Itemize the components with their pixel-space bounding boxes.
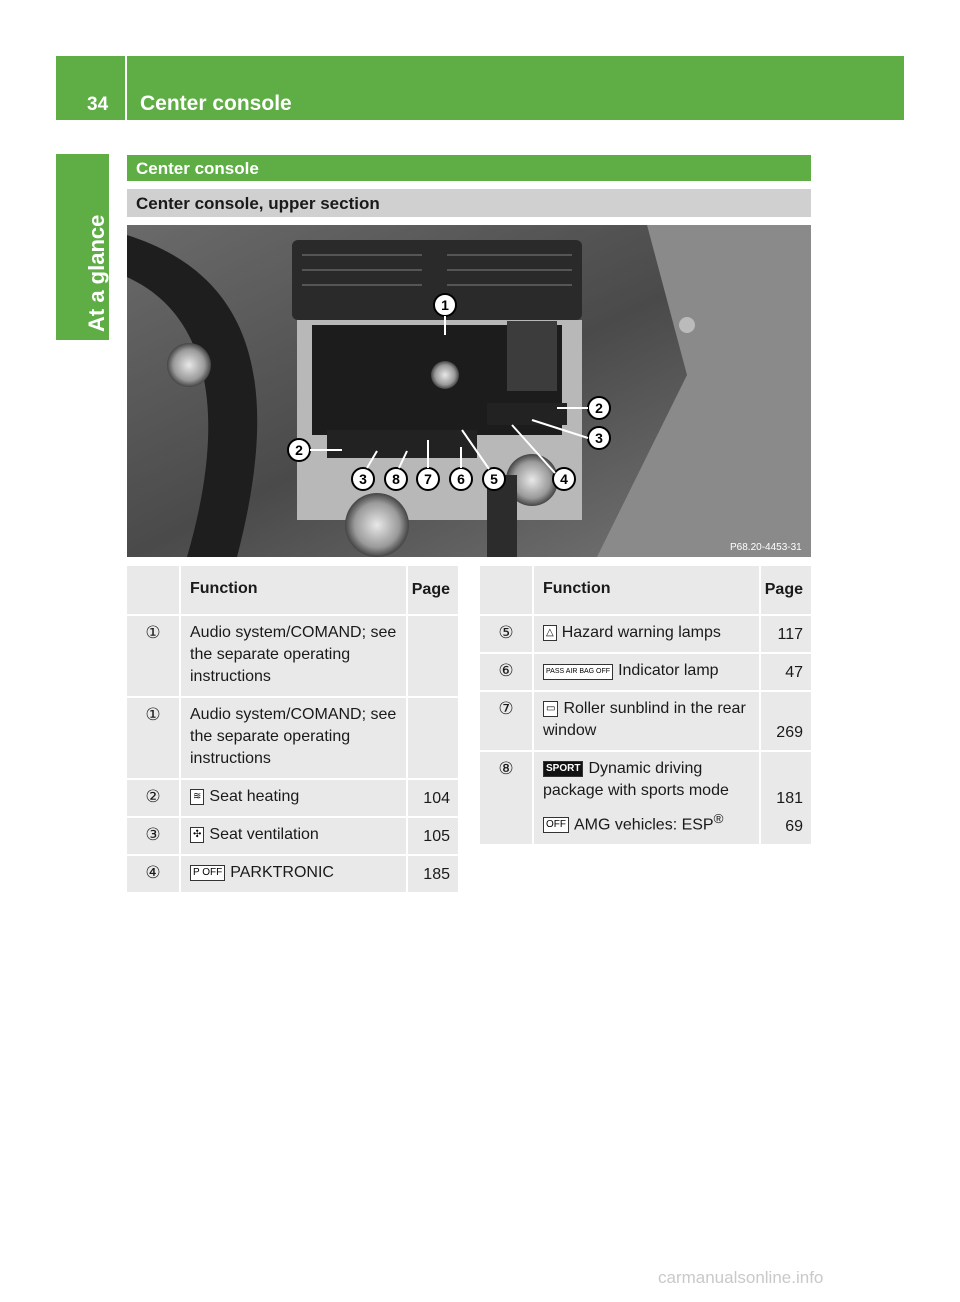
- seat-ventilation-icon: ✣: [190, 827, 204, 843]
- row-function: Audio system/COMAND; see the separate operating instructions: [179, 698, 408, 778]
- row-page: 47: [761, 654, 811, 690]
- table-row: [127, 818, 458, 854]
- svg-text:6: 6: [457, 471, 465, 487]
- table-row: [127, 616, 458, 696]
- glovebox-lock: [679, 317, 695, 333]
- section-heading: [127, 155, 811, 181]
- svg-text:8: 8: [392, 471, 400, 487]
- page-number: 34: [87, 94, 109, 115]
- row-function-text: Seat heating: [209, 788, 300, 805]
- row-function: [532, 616, 761, 652]
- figure-id: P68.20-4453-31: [730, 542, 802, 553]
- row-number: ③: [127, 818, 179, 854]
- table-row: [480, 692, 811, 750]
- page-title: Center console: [140, 92, 292, 115]
- row-page: 269: [761, 692, 811, 750]
- row-function: [179, 856, 408, 892]
- table-row: [127, 856, 458, 892]
- row-function: [532, 752, 761, 844]
- esp-off-icon: OFF: [543, 817, 569, 833]
- left-climate-knob: [345, 493, 409, 557]
- center-console-photo: [127, 225, 811, 557]
- seat-heating-icon: ≋: [190, 789, 204, 805]
- row-page: 104: [408, 780, 458, 816]
- row-number: ⑧: [480, 752, 532, 844]
- right-switch-row: [487, 403, 567, 425]
- row-page: [408, 698, 458, 778]
- keypad: [507, 321, 557, 391]
- row-function: [179, 818, 408, 854]
- row-sub-line: [543, 808, 751, 836]
- header-num: [127, 566, 179, 614]
- header-function: Function: [532, 566, 761, 614]
- function-table-right: [480, 564, 811, 846]
- table-header-row: [127, 566, 458, 614]
- row-function-text: PARKTRONIC: [230, 864, 334, 881]
- hazard-icon: △: [543, 625, 557, 641]
- row-function-text: Seat ventilation: [209, 826, 319, 843]
- table-row: [127, 780, 458, 816]
- header-num: [480, 566, 532, 614]
- row-number: ⑥: [480, 654, 532, 690]
- row-main-line: [543, 758, 751, 802]
- table-row: [127, 698, 458, 778]
- ignition-ring: [167, 343, 211, 387]
- lower-switch-row: [327, 430, 477, 458]
- row-page-sub: 69: [785, 818, 803, 836]
- sunblind-icon: ▭: [543, 701, 558, 717]
- row-function-text: Indicator lamp: [618, 662, 719, 679]
- registered-mark: ®: [713, 811, 724, 826]
- svg-text:7: 7: [424, 471, 432, 487]
- watermark: carmanualsonline.info: [658, 1268, 824, 1287]
- row-number: ⑦: [480, 692, 532, 750]
- header-page: Page: [761, 566, 811, 614]
- row-number: ⑤: [480, 616, 532, 652]
- svg-text:4: 4: [560, 471, 568, 487]
- subsection-heading: [127, 189, 811, 217]
- row-number: ④: [127, 856, 179, 892]
- svg-text:2: 2: [595, 400, 603, 416]
- airbag-icon: PASS AIR BAG OFF: [543, 664, 613, 680]
- parktronic-icon: P OFF: [190, 865, 225, 881]
- row-function-text: Roller sunblind in the rear window: [543, 700, 746, 739]
- row-function: [179, 780, 408, 816]
- row-function: [532, 654, 761, 690]
- svg-text:5: 5: [490, 471, 498, 487]
- row-page: [408, 616, 458, 696]
- row-page: 117: [761, 616, 811, 652]
- side-tab-label: At a glance: [84, 214, 109, 332]
- row-function-text: Dynamic driving package with sports mode: [543, 760, 729, 799]
- table-row: [480, 654, 811, 690]
- function-table-left: [127, 564, 458, 894]
- table-row: [480, 752, 811, 844]
- svg-text:3: 3: [359, 471, 367, 487]
- row-function: [532, 692, 761, 750]
- row-number: ②: [127, 780, 179, 816]
- row-page-main: 181: [776, 790, 803, 808]
- header-separator: [125, 56, 127, 120]
- svg-text:1: 1: [441, 297, 449, 313]
- row-sub-text: AMG vehicles: ESP: [574, 816, 714, 834]
- row-function-text: Hazard warning lamps: [561, 624, 721, 641]
- comand-knob: [431, 361, 459, 389]
- table-header-row: [480, 566, 811, 614]
- table-row: [480, 616, 811, 652]
- section-title: Center console: [136, 159, 259, 178]
- header-page: Page: [408, 566, 458, 614]
- row-page: 185: [408, 856, 458, 892]
- row-function: Audio system/COMAND; see the separate operating instructions: [179, 616, 408, 696]
- row-page: [761, 752, 811, 844]
- row-page: 105: [408, 818, 458, 854]
- svg-text:2: 2: [295, 442, 303, 458]
- subsection-title: Center console, upper section: [136, 194, 380, 213]
- svg-text:3: 3: [595, 430, 603, 446]
- row-number: ①: [127, 616, 179, 696]
- header-function: Function: [179, 566, 408, 614]
- row-number: ①: [127, 698, 179, 778]
- sport-icon: SPORT: [543, 761, 583, 777]
